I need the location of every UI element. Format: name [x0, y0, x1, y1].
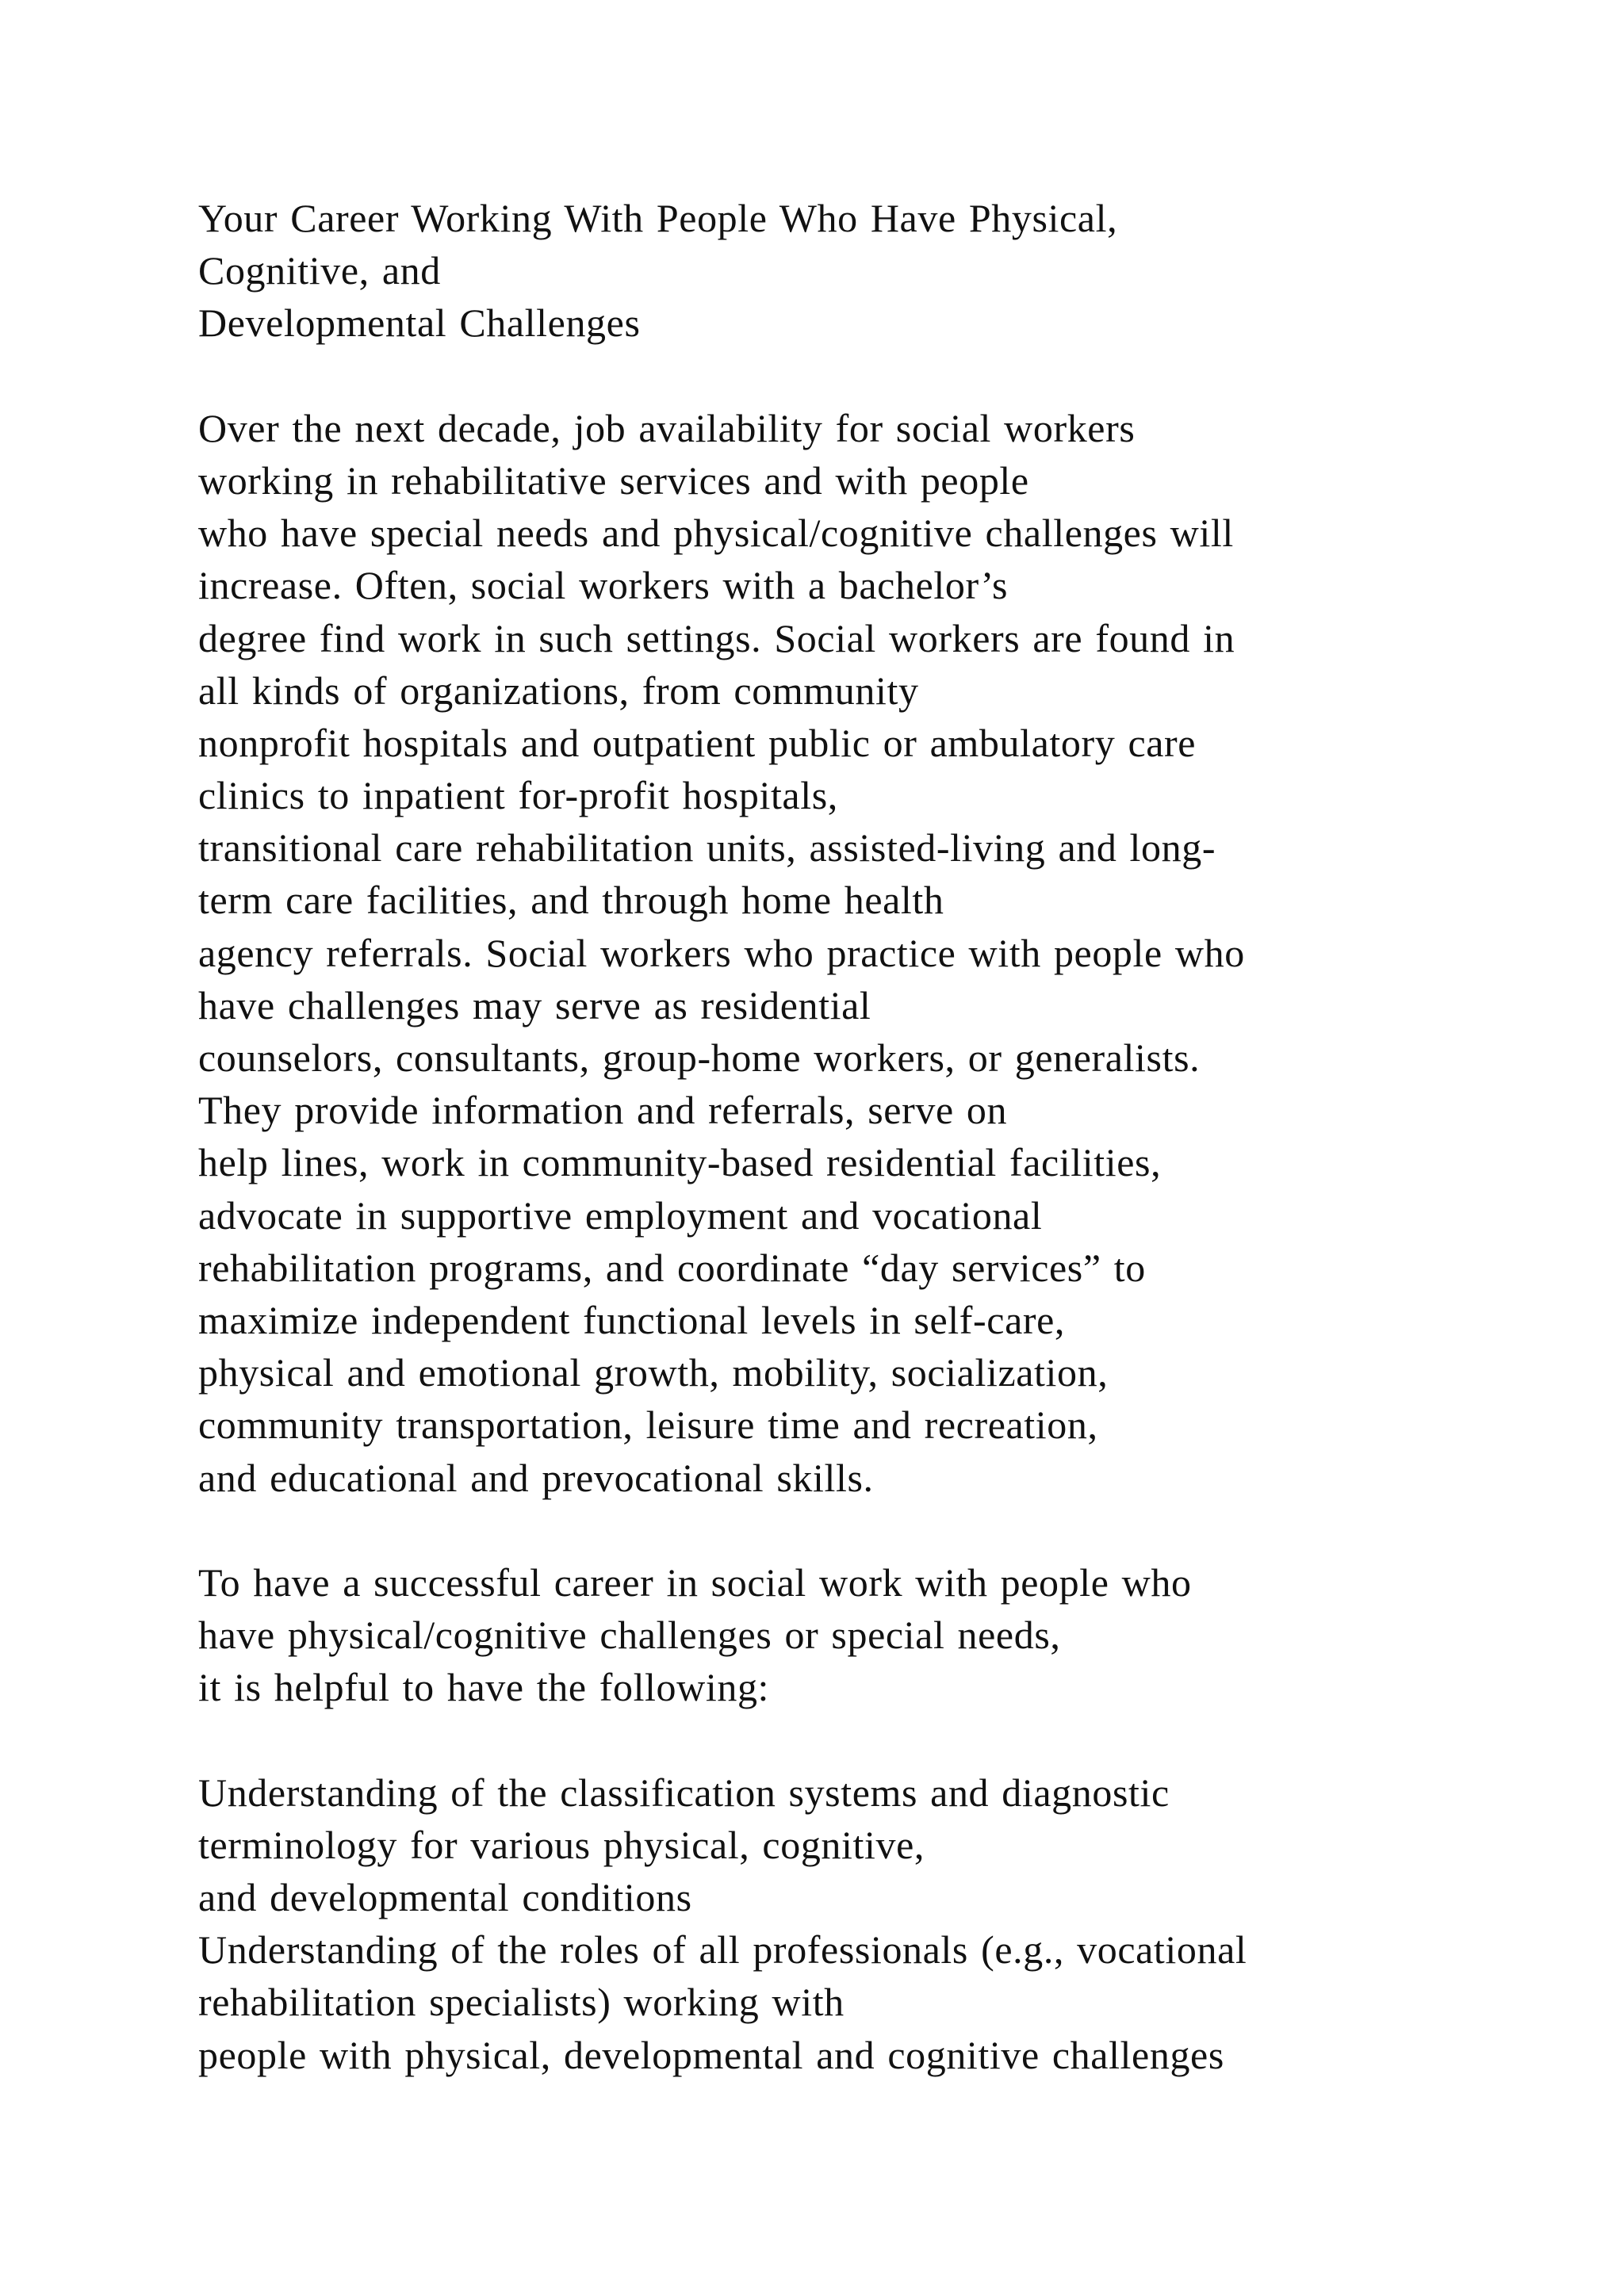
document-body — [198, 192, 1435, 2081]
text-line: have physical/cognitive challenges or special needs, — [198, 1613, 1061, 1658]
text-line: nonprofit hospitals and outpatient public or ambulatory care — [198, 720, 1197, 765]
text-line: increase. Often, social workers with a bachelor’s — [198, 563, 1009, 608]
paragraph-spacer — [198, 350, 1435, 402]
text-line: clinics to inpatient for-profit hospitals, — [198, 773, 838, 818]
paragraph-requirements — [198, 1766, 1435, 2081]
text-line: term care facilities, and through home health — [198, 878, 944, 923]
text-line: degree find work in such settings. Social workers are found in — [198, 615, 1235, 660]
text-line: To have a successful career in social work with people who — [198, 1559, 1192, 1605]
text-line: counselors, consultants, group-home workers, or generalists. — [198, 1035, 1201, 1080]
text-line: maximize independent functional levels in self-care, — [198, 1297, 1066, 1342]
text-line: Understanding of the classification systems and diagnostic — [198, 1770, 1170, 1815]
title-line: Your Career Working With People Who Have Physical, — [198, 196, 1118, 240]
text-line: and educational and prevocational skills. — [198, 1455, 874, 1500]
text-line: They provide information and referrals, serve on — [198, 1088, 1008, 1133]
text-line: transitional care rehabilitation units, assisted-living and long- — [198, 825, 1216, 871]
title-line: Developmental Challenges — [198, 300, 641, 346]
title-line: Cognitive, and — [198, 248, 441, 293]
text-line: rehabilitation specialists) working with — [198, 1980, 845, 2025]
text-line: Understanding of the roles of all professionals (e.g., vocational — [198, 1927, 1247, 1973]
text-line: advocate in supportive employment and vocational — [198, 1192, 1043, 1238]
paragraph-spacer — [198, 1504, 1435, 1556]
text-line: community transportation, leisure time and recreation, — [198, 1402, 1098, 1448]
text-line: people with physical, developmental and cognitive challenges — [198, 2032, 1224, 2077]
text-line: all kinds of organizations, from community — [198, 668, 919, 713]
text-line: Over the next decade, job availability for social workers — [198, 405, 1136, 450]
text-line: have challenges may serve as residential — [198, 982, 871, 1027]
text-line: working in rehabilitative services and with people — [198, 457, 1029, 503]
text-line: who have special needs and physical/cognitive challenges will — [198, 511, 1234, 556]
paragraph-job-outlook — [198, 402, 1435, 1504]
paragraph-spacer — [198, 1713, 1435, 1766]
paragraph-career-intro — [198, 1556, 1435, 1714]
document-title — [198, 192, 1435, 350]
text-line: and developmental conditions — [198, 1875, 692, 1919]
text-line: agency referrals. Social workers who practice with people who — [198, 930, 1245, 975]
text-line: terminology for various physical, cognitive, — [198, 1822, 925, 1867]
text-line: it is helpful to have the following: — [198, 1665, 770, 1710]
text-line: physical and emotional growth, mobility, socialization, — [198, 1350, 1109, 1395]
text-line: help lines, work in community-based residential facilities, — [198, 1140, 1162, 1185]
text-line: rehabilitation programs, and coordinate “day services” to — [198, 1245, 1146, 1290]
